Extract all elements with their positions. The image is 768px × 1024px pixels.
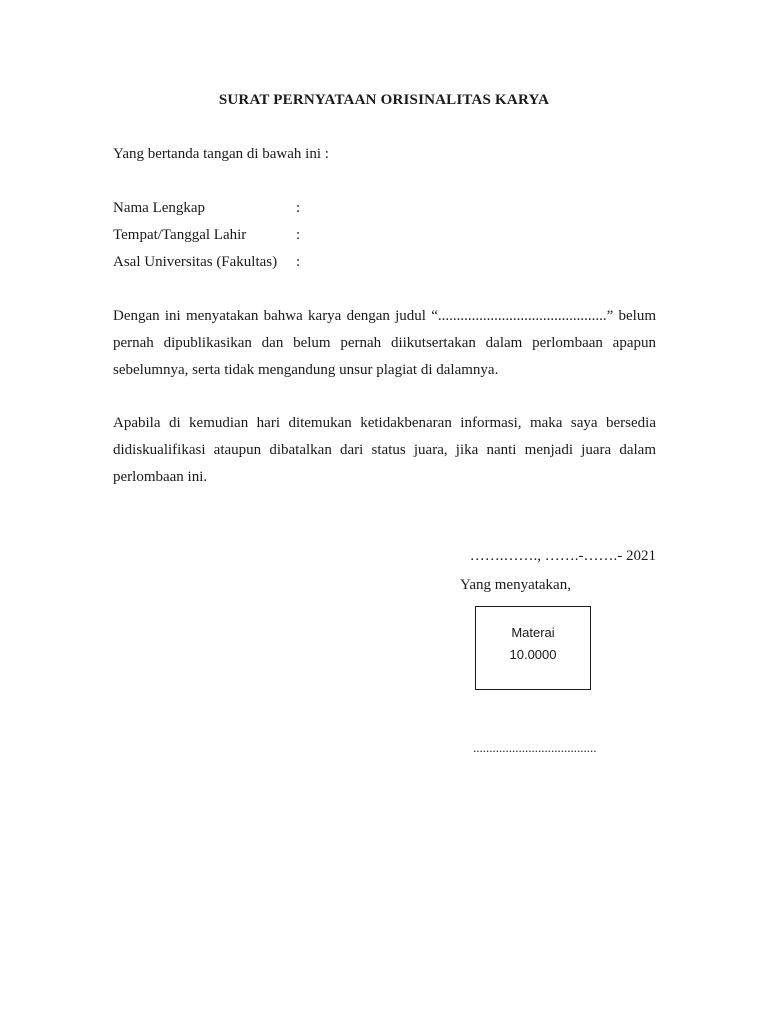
place-date-line: …….……., …….-…….- 2021 bbox=[469, 548, 656, 564]
field-colon-ttl: : bbox=[296, 227, 301, 243]
document-title: SURAT PERNYATAAN ORISINALITAS KARYA bbox=[218, 92, 550, 108]
field-label-nama: Nama Lengkap bbox=[113, 200, 206, 216]
paragraph-line: sebelumnya, serta tidak mengandung unsur plagiat di dalamnya. bbox=[113, 362, 499, 378]
field-colon-nama: : bbox=[296, 200, 301, 216]
paragraph-line: perlombaan ini. bbox=[113, 469, 208, 485]
stamp-box bbox=[475, 606, 591, 690]
stamp-label: Materai bbox=[511, 625, 555, 640]
paragraph-line: Dengan ini menyatakan bahwa karya dengan judul “.............................................” belum bbox=[113, 308, 656, 324]
field-label-universitas: Asal Universitas (Fakultas) bbox=[113, 254, 278, 270]
field-label-ttl: Tempat/Tanggal Lahir bbox=[113, 227, 247, 243]
statement-paragraph bbox=[113, 303, 656, 384]
stamp-value: 10.0000 bbox=[509, 647, 557, 662]
consequence-paragraph bbox=[113, 410, 656, 491]
signature-line: ...................................... bbox=[473, 740, 597, 755]
intro-text: Yang bertanda tangan di bawah ini : bbox=[113, 146, 329, 162]
paragraph-line: pernah dipublikasikan dan belum pernah diikutsertakan dalam perlombaan apapun bbox=[113, 335, 656, 351]
paragraph-line: Apabila di kemudian hari ditemukan ketidakbenaran informasi, maka saya bersedia bbox=[113, 415, 656, 431]
paragraph-line: didiskualifikasi ataupun dibatalkan dari status juara, jika nanti menjadi juara dalam bbox=[113, 442, 656, 458]
field-colon-universitas: : bbox=[296, 254, 301, 270]
signer-label: Yang menyatakan, bbox=[460, 577, 571, 593]
